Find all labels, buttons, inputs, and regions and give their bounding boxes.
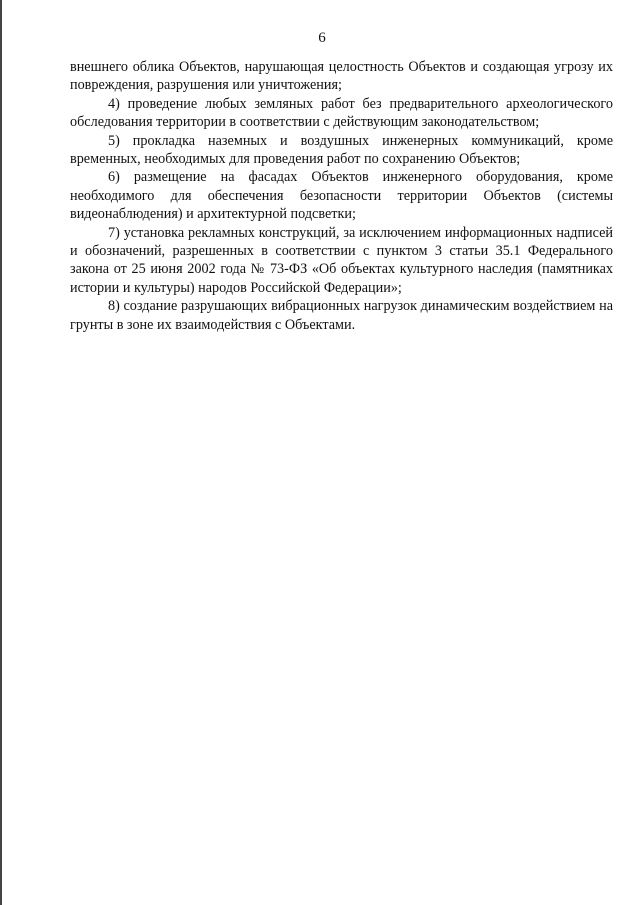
paragraph-item-7: 7) установка рекламных конструкций, за исключением информационных надписей и обозначений, разрешенных в соответствии с пунктом 3 статьи 35.1 Федерального закона от 25 июня 2002 года № 73-ФЗ «Об объектах культурного наследия (памятниках истории и культуры) народов Российской Федерации»; [70, 224, 613, 296]
paragraph-item-6: 6) размещение на фасадах Объектов инженерного оборудования, кроме необходимого для обеспечения безопасности территории Объектов (системы видеонаблюдения) и архитектурной подсветки; [70, 169, 613, 223]
paragraph-continuation: внешнего облика Объектов, нарушающая целостность Объектов и создающая угрозу их повреждения, разрушения или уничтожения; [70, 59, 613, 94]
paragraph-item-4: 4) проведение любых земляных работ без предварительного археологического обследования территории в соответствии с действующим законодательством; [70, 95, 613, 131]
page-number: 6 [318, 30, 326, 46]
paragraph-item-8: 8) создание разрушающих вибрационных нагрузок динамическим воздействием на грунты в зоне их взаимодействия с Объектами. [70, 298, 613, 333]
document-body [70, 58, 613, 334]
paragraph-item-5: 5) прокладка наземных и воздушных инженерных коммуникаций, кроме временных, необходимых для проведения работ по сохранению Объектов; [70, 132, 613, 168]
